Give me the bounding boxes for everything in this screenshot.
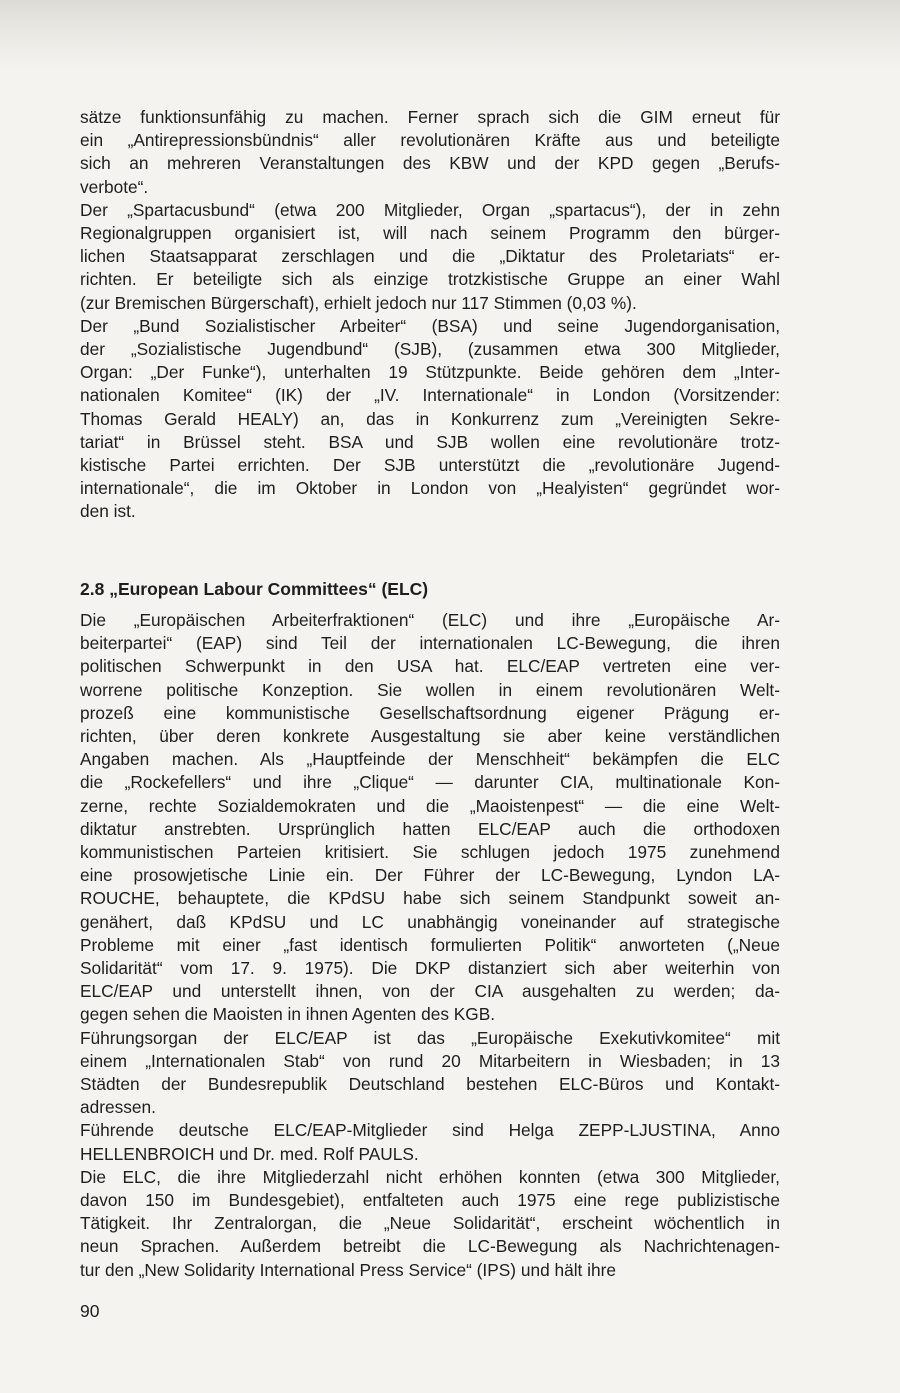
text-line: beiterpartei“ (EAP) sind Teil der internationalen LC-Bewegung, die ihren — [80, 633, 780, 654]
text-line: einem „Internationalen Stab“ von rund 20 Mitarbeitern in Wiesbaden; in 13 — [80, 1050, 780, 1071]
document-page — [80, 106, 780, 1280]
paragraph — [80, 1027, 780, 1120]
text-line: die „Rockefellers“ und ihre „Clique“ — darunter CIA, multinationale Kon- — [80, 772, 780, 793]
text-line: genähert, daß KPdSU und LC unabhängig voneinander auf strategische — [80, 911, 780, 932]
text-line: worrene politische Konzeption. Sie wollen in einem revolutionären Welt- — [80, 679, 780, 700]
text-line: Thomas Gerald HEALY) an, das in Konkurrenz zum „Vereinigten Sekre- — [80, 408, 780, 429]
text-line: ELC/EAP und unterstellt ihnen, von der CIA ausgehalten zu werden; da- — [80, 981, 780, 1002]
text-line: ein „Antirepressionsbündnis“ aller revolutionären Kräfte aus und beteiligte — [80, 130, 780, 151]
text-line: HELLENBROICH und Dr. med. Rolf PAULS. — [80, 1143, 419, 1164]
text-line: der „Sozialistische Jugendbund“ (SJB), (zusammen etwa 300 Mitglieder, — [80, 339, 780, 360]
top-text-block — [80, 106, 780, 524]
text-line: Angaben machen. Als „Hauptfeinde der Menschheit“ bekämpfen die ELC — [80, 749, 780, 770]
paragraph — [80, 106, 780, 199]
paragraph — [80, 1166, 780, 1282]
text-line: prozeß eine kommunistische Gesellschaftsordnung eigener Prägung er- — [80, 702, 780, 723]
text-line: davon 150 im Bundesgebiet), entfalteten auch 1975 eine rege publizistische — [80, 1190, 780, 1211]
text-line: sich an mehreren Veranstaltungen des KBW und der KPD gegen „Berufs- — [80, 153, 780, 174]
paragraph — [80, 315, 780, 524]
section-text-block — [80, 609, 780, 1282]
text-line: ROUCHE, behauptete, die KPdSU habe sich seinem Standpunkt soweit an- — [80, 888, 780, 909]
paragraph — [80, 1119, 780, 1165]
text-line: Probleme mit einer „fast identisch formulierten Politik“ anworteten („Neue — [80, 934, 780, 955]
text-line: neun Sprachen. Außerdem betreibt die LC-Bewegung als Nachrichtenagen- — [80, 1236, 780, 1257]
text-line: verbote“. — [80, 176, 149, 197]
text-line: gegen sehen die Maoisten in ihnen Agenten des KGB. — [80, 1004, 496, 1025]
text-line: internationale“, die im Oktober in London von „Healyisten“ gegründet wor- — [80, 478, 780, 499]
text-line: Der „Spartacusbund“ (etwa 200 Mitglieder, Organ „spartacus“), der in zehn — [80, 199, 780, 220]
text-line: kistische Partei errichten. Der SJB unterstützt die „revolutionäre Jugend- — [80, 455, 780, 476]
text-line: Die ELC, die ihre Mitgliederzahl nicht erhöhen konnten (etwa 300 Mitglieder, — [80, 1166, 780, 1187]
text-line: diktatur anstrebten. Ursprünglich hatten ELC/EAP auch die orthodoxen — [80, 818, 780, 839]
text-line: Die „Europäischen Arbeiterfraktionen“ (ELC) und ihre „Europäische Ar- — [80, 610, 780, 630]
text-line: Solidarität“ vom 17. 9. 1975). Die DKP distanziert sich aber weiterhin von — [80, 958, 780, 979]
scan-shading — [0, 0, 900, 70]
text-line: tariat“ in Brüssel steht. BSA und SJB wollen eine revolutionäre trotz- — [80, 431, 780, 452]
text-line: richten, über deren konkrete Ausgestaltung sie aber keine verständlichen — [80, 726, 780, 747]
text-line: Regionalgruppen organisiert ist, will nach seinem Programm den bürger- — [80, 223, 780, 244]
text-line: tur den „New Solidarity International Press Service“ (IPS) und hält ihre — [80, 1259, 616, 1280]
text-line: (zur Bremischen Bürgerschaft), erhielt jedoch nur 117 Stimmen (0,03 %). — [80, 292, 637, 313]
text-line: kommunistischen Parteien kritisiert. Sie schlugen jedoch 1975 zunehmend — [80, 842, 780, 863]
text-line: Der „Bund Sozialistischer Arbeiter“ (BSA) und seine Jugendorganisation, — [80, 315, 780, 336]
text-line: Führungsorgan der ELC/EAP ist das „Europäische Exekutivkomitee“ mit — [80, 1027, 780, 1048]
text-line: nationalen Komitee“ (IK) der „IV. Internationale“ in London (Vorsitzender: — [80, 385, 780, 406]
paragraph — [80, 609, 780, 1027]
text-line: Führende deutsche ELC/EAP-Mitglieder sind Helga ZEPP-LJUSTINA, Anno — [80, 1120, 780, 1141]
text-line: eine prosowjetische Linie ein. Der Führer der LC-Bewegung, Lyndon LA- — [80, 865, 780, 886]
text-line: Tätigkeit. Ihr Zentralorgan, die „Neue Solidarität“, erscheint wöchentlich in — [80, 1213, 780, 1234]
text-line: Städten der Bundesrepublik Deutschland bestehen ELC-Büros und Kontakt- — [80, 1074, 780, 1095]
section-heading: 2.8 „European Labour Committees“ (ELC) — [80, 579, 429, 599]
text-line: Organ: „Der Funke“), unterhalten 19 Stützpunkte. Beide gehören dem „Inter- — [80, 362, 780, 383]
paragraph — [80, 199, 780, 315]
text-line: politischen Schwerpunkt in den USA hat. ELC/EAP vertreten eine ver- — [80, 656, 780, 677]
text-line: richten. Er beteiligte sich als einzige trotzkistische Gruppe an einer Wahl — [80, 269, 780, 290]
text-line: den ist. — [80, 501, 136, 522]
text-line: sätze funktionsunfähig zu machen. Ferner sprach sich die GIM erneut für — [80, 107, 780, 127]
text-line: zerne, rechte Sozialdemokraten und die „Maoistenpest“ — die eine Welt- — [80, 795, 780, 816]
text-line: adressen. — [80, 1097, 156, 1118]
page-number: 90 — [80, 1301, 100, 1321]
text-line: lichen Staatsapparat zerschlagen und die „Diktatur des Proletariats“ er- — [80, 246, 780, 267]
